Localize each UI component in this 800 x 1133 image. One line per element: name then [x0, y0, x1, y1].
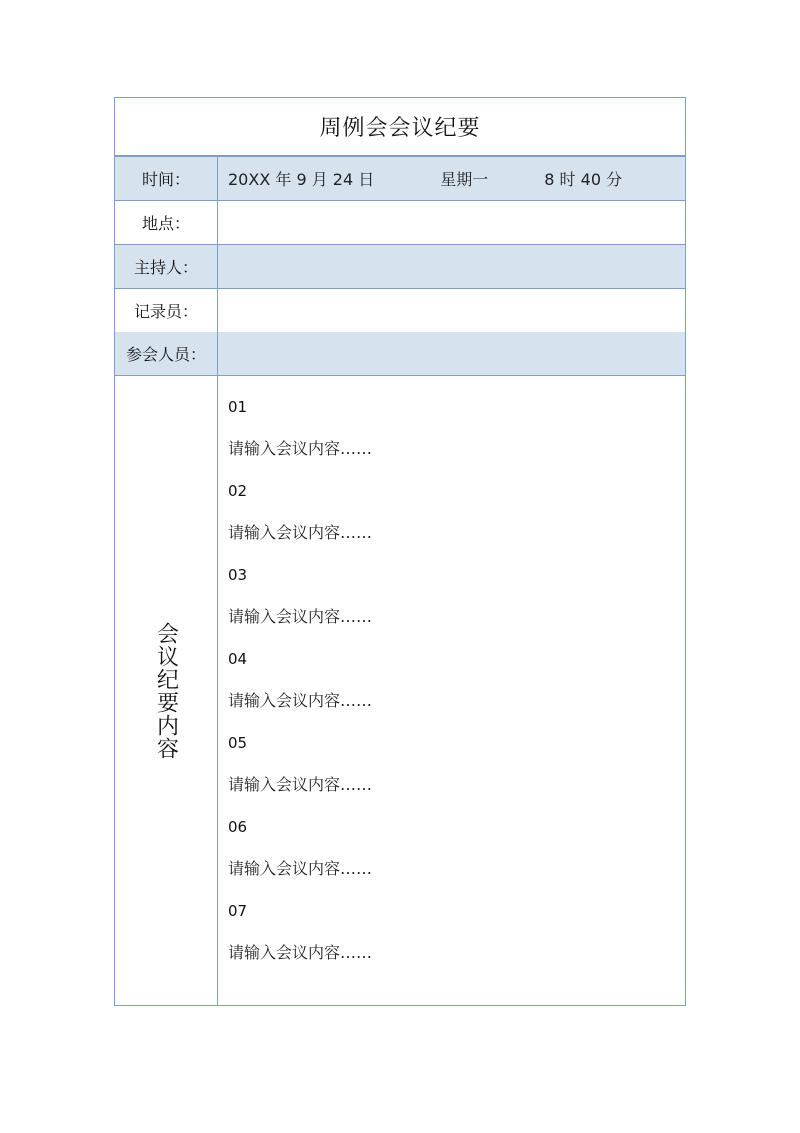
time-label: 时间：	[115, 157, 218, 200]
minutes-content-list[interactable]	[218, 376, 685, 1005]
time-field[interactable]	[218, 157, 685, 200]
item-number: 07	[228, 902, 248, 920]
attendees-field[interactable]	[218, 332, 685, 375]
item-number: 05	[228, 734, 248, 752]
item-text[interactable]: 请输入会议内容……	[228, 439, 373, 458]
date-value: 20XX 年 9 月 24 日	[228, 170, 375, 189]
item-text[interactable]: 请输入会议内容……	[228, 775, 373, 794]
location-row	[115, 201, 685, 245]
recorder-label: 记录员：	[115, 289, 218, 332]
item-text[interactable]: 请输入会议内容……	[228, 859, 373, 878]
host-label: 主持人：	[115, 245, 218, 288]
item-number: 04	[228, 650, 248, 668]
attendees-label: 参会人员：	[115, 332, 218, 375]
page-title: 周例会会议纪要	[319, 116, 481, 141]
item-text[interactable]: 请输入会议内容……	[228, 607, 373, 626]
item-number: 06	[228, 818, 248, 836]
item-number: 03	[228, 566, 248, 584]
item-number: 01	[228, 398, 248, 416]
attendees-row	[115, 332, 685, 376]
time-row	[115, 157, 685, 201]
meeting-minutes-form	[114, 97, 686, 1006]
recorder-row	[115, 289, 685, 333]
recorder-field[interactable]	[218, 289, 685, 332]
host-row	[115, 245, 685, 289]
item-number: 02	[228, 482, 248, 500]
minutes-content-area	[115, 376, 685, 1005]
weekday-value: 星期一	[440, 170, 489, 189]
minutes-content-label: 会议纪要内容	[153, 621, 179, 760]
minutes-content-label-cell	[115, 376, 218, 1005]
location-field[interactable]	[218, 201, 685, 244]
location-label: 地点：	[115, 201, 218, 244]
item-text[interactable]: 请输入会议内容……	[228, 691, 373, 710]
host-field[interactable]	[218, 245, 685, 288]
clock-value: 8 时 40 分	[544, 170, 623, 189]
title-row	[115, 98, 685, 157]
item-text[interactable]: 请输入会议内容……	[228, 523, 373, 542]
item-text[interactable]: 请输入会议内容……	[228, 943, 373, 962]
